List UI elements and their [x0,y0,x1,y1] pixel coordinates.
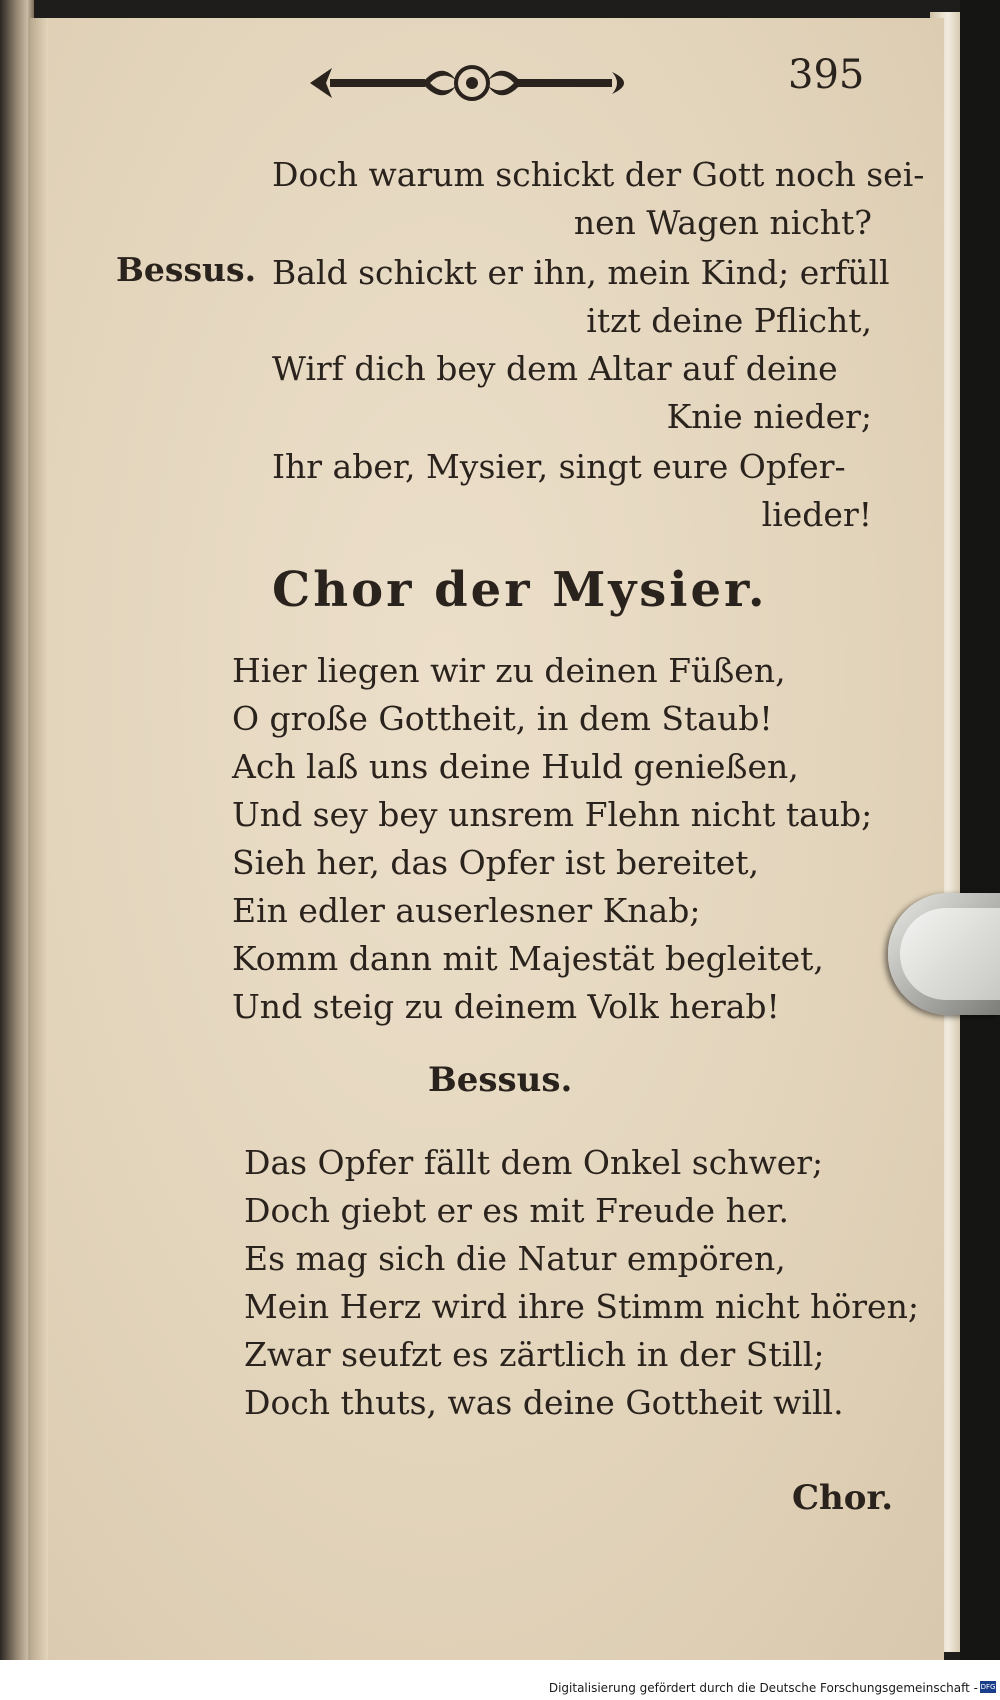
dfg-logo: DFG [980,1683,996,1691]
left-page-edge [0,0,34,1660]
verse-line: Knie nieder; [666,397,872,436]
verse-line: Sieh her, das Opfer ist bereitet, [232,843,760,882]
speaker-label: Bessus. [116,250,257,289]
verse-line: nen Wagen nicht? [573,203,872,242]
verse-line: Das Opfer fällt dem Onkel schwer; [244,1143,824,1182]
page-gutter [30,18,48,1660]
verse-line: Ein edler auserlesner Knab; [232,891,701,930]
verse-line: Und sey bey unsrem Flehn nicht taub; [232,795,873,834]
verse-line: Ach laß uns deine Huld genießen, [232,747,799,786]
catchword: Chor. [792,1478,894,1518]
verse-line: Bald schickt er ihn, mein Kind; erfüll [272,253,890,292]
section-heading: Bessus. [428,1060,573,1100]
verse-line: Doch warum schickt der Gott noch sei- [272,155,925,194]
verse-line: Zwar seufzt es zärtlich in der Still; [244,1335,825,1374]
verse-line: O große Gottheit, in dem Staub! [232,699,773,738]
verse-line: Komm dann mit Majestät begleitet, [232,939,824,978]
scan-border-right [960,0,1000,1660]
verse-line: lieder! [761,495,872,534]
verse-line: Es mag sich die Natur empören, [244,1239,786,1278]
verse-line: Und steig zu deinem Volk herab! [232,987,780,1026]
page-number: 395 [788,52,865,98]
decorative-ornament-icon [302,58,642,108]
verse-line: Mein Herz wird ihre Stimm nicht hören; [244,1287,919,1326]
verse-line: Doch thuts, was deine Gottheit will. [244,1383,844,1422]
verse-line: Doch giebt er es mit Freude her. [244,1191,789,1230]
verse-line: Ihr aber, Mysier, singt eure Opfer- [272,447,846,486]
verse-line: Hier liegen wir zu deinen Füßen, [232,651,786,690]
page-clip-highlight [900,908,1000,1000]
section-title: Chor der Mysier. [272,562,768,618]
footer-credit: Digitalisierung gefördert durch die Deutsche Forschungsgemeinschaft - [548,1681,978,1695]
verse-line: Wirf dich bey dem Altar auf deine [272,349,838,388]
verse-line: itzt deine Pflicht, [586,301,872,340]
